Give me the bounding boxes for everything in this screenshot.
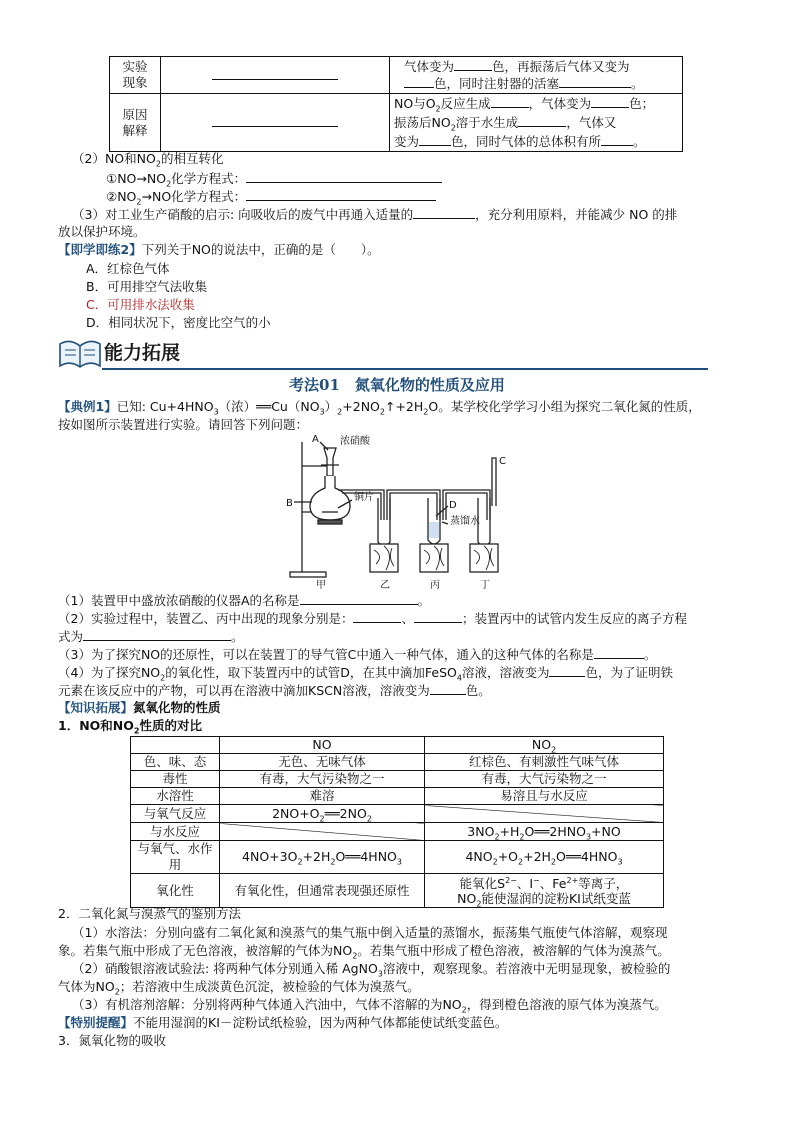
text: →NO化学方程式： [141,189,247,204]
text: 氮氧化物的性质 [133,700,221,715]
label-copper: 铜片 [354,492,374,503]
cell-no2: 易溶且与水反应 [425,788,664,805]
label-text: 现象 [122,75,148,90]
text: O。某学校化学学习小组为探究二氧化氮的性质， [428,399,701,414]
text: 已知: Cu+4HNO [116,399,214,414]
text: ，充分利用原料，并能减少 NO 的排 [475,207,678,222]
label-text: 实验 [122,59,148,74]
label-phenomenon [110,57,161,94]
sub: 2 [114,987,120,997]
cell-text: ，气体变为 [528,96,592,111]
text: 化学方程式： [171,171,247,186]
text: O══4HNO [335,849,397,864]
sec2-p2-line1 [72,961,670,977]
cell-text: NO与O [394,96,436,111]
cell-text: 变为 [394,134,420,149]
text: 色，为了证明铁 [585,665,673,680]
text: 元素在该反应中的产物，可以再在溶液中滴加KSCN溶液，溶液变为 [58,683,430,698]
table-row [131,805,664,823]
text: 不能用湿润的KI－淀粉试纸检验，因为两种气体都能使试纸变蓝色。 [133,1015,508,1030]
sub: 3 [213,407,219,417]
compare-table [130,736,664,908]
text: 、 [401,611,414,626]
sub: 2 [450,123,456,133]
label-c: C [499,456,506,467]
cell-text: 振荡后NO [394,115,451,130]
text: 色。 [465,683,491,698]
cell-no: 有氧化性，但通常表现强还原性 [220,874,425,908]
answer-blank[interactable] [246,170,442,183]
apparatus-diagram [280,432,520,590]
cell-no [220,805,425,823]
sub: 2 [518,857,524,867]
practice-question [58,242,380,258]
explanation-blank-cell [161,94,390,152]
cell-text: ，气体又 [566,115,617,130]
sub: 2 [319,814,325,823]
cell-text: 。 [631,76,644,91]
answer-blank[interactable] [601,133,633,146]
text: 溶液，溶液变为 [461,665,550,680]
knowledge-tag: 【知识拓展】 [58,700,134,715]
text: NO [457,890,477,906]
sub: 2 [379,407,385,417]
cell-text: 。 [633,134,646,149]
label-water: 蒸馏水 [450,516,480,527]
answer-blank[interactable] [549,664,585,677]
explanation-text-cell [390,94,683,152]
stand-base [290,572,326,577]
header-blank [131,737,220,754]
text: （3）为了探究NO的还原性，可以在装置丁的导气管C中通入一种气体，通入的这种气体的名称是 [58,647,594,662]
cell-no2: 红棕色、有刺激性气味气体 [425,754,664,771]
tip-tag: 【特别提醒】 [58,1015,134,1030]
label-yi: 乙 [380,580,390,590]
method-title: 考法01 氮氧化物的性质及应用 [289,376,505,394]
row-label: 水溶性 [131,788,220,805]
question-4 [58,664,673,681]
option-c[interactable]: C．可用排水法收集 [86,297,195,312]
text: +H [499,823,520,839]
sub: 3 [585,832,592,841]
text: （2）NO和NO [72,151,156,166]
text: +2H [523,849,551,864]
answer-blank[interactable] [246,188,436,201]
text: 气体为NO [58,979,115,994]
sub: 2 [550,857,557,867]
section-2-heading [72,151,223,167]
text: 的相互转化 [160,151,224,166]
text: 、I [516,875,534,891]
sub: 2 [155,159,161,169]
cell-text: 气体变为 [404,59,455,74]
cell-no2 [425,823,664,841]
table-row [131,823,664,841]
block-ding [470,544,498,572]
cell-no: 无色、无味气体 [220,754,425,771]
option-d[interactable]: D．相同状况下，密度比空气的小 [86,315,271,330]
label-text: 原因 [122,106,148,122]
answer-blank[interactable] [559,75,631,88]
text: ②NO [106,189,137,204]
label-explanation [110,94,161,152]
sub: 2 [435,104,441,114]
label-jia: 甲 [316,580,326,590]
label-d: D [449,500,457,511]
answer-blank[interactable] [413,206,475,219]
text: （1）装置甲中盛放浓硝酸的仪器A的名称是 [58,593,300,608]
text: 等离子， [578,875,629,891]
text: 。 [417,593,431,608]
answer-blank[interactable] [300,592,418,605]
text: 。若集气瓶中形成了橙色溶液，被溶解的气体为溴蒸气。 [357,943,670,958]
row-label: 与氧气反应 [131,805,220,823]
sup: − [533,875,540,885]
section-3-line-1 [72,206,677,223]
sub: 2 [337,407,343,417]
row-label: 氧化性 [131,874,220,908]
banner-rule [102,368,708,370]
sub: 3 [396,857,402,867]
sub: 2 [136,197,142,207]
special-tip [58,1015,507,1031]
sub: 2 [366,814,372,823]
text: （4）为了探究NO [58,665,161,680]
cell-text: 色，同时气体的总体积有所 [451,134,602,149]
cell-no: 有毒，大气污染物之一 [220,771,425,788]
text: +NO [591,823,621,839]
text: +O [497,849,518,864]
sub: 2 [166,179,172,189]
text: 的氧化性，取下装置丙中的试管D，在其中滴加FeSO [165,665,457,680]
text: 溶液中，观察现象。若溶液中无明显现象，被检验的 [382,961,671,976]
question-3 [58,646,656,663]
text: 式为 [58,629,84,644]
ability-banner [58,336,708,372]
tube-c [492,458,496,506]
label-b: B [286,498,293,509]
text: 1．NO和NO [58,718,134,733]
example-tag: 【典例1】 [58,399,117,414]
cell-no2: 有毒，大气污染物之一 [425,771,664,788]
example-line-1 [58,399,701,415]
question-1 [58,592,430,609]
sub: 2 [352,951,358,961]
label-a: A [312,434,319,445]
sub: 2 [297,857,303,867]
text: （3）对工业生产硝酸的启示: 向吸收后的废气中再通入适量的 [72,207,414,222]
phenomenon-blank-cell [161,57,390,94]
label-acid: 浓硝酸 [340,436,370,447]
cell-no2 [425,841,664,874]
text: 。 [643,647,657,662]
flask-b [310,476,350,520]
text: 、Fe [539,875,567,891]
text: ） [324,399,338,414]
section-3-line-2: 放以保护环境。 [58,224,146,239]
sub: 2 [494,832,500,841]
sub: 2 [476,899,482,908]
sub: 2 [461,1005,467,1015]
sub: 3 [319,407,325,417]
experiment-table [109,56,683,152]
option-b[interactable]: B．可用排空气法收集 [86,279,208,294]
text: 能使湿润的淀粉KI试纸变蓝 [481,890,631,906]
answer-blank[interactable] [594,646,644,659]
answer-blank[interactable] [491,95,529,108]
answer-blank[interactable] [430,682,466,695]
answer-blank[interactable] [353,610,401,623]
row-label: 色、味、态 [131,754,220,771]
text: 能氧化S [459,875,506,891]
text: 象。若集气瓶中形成了无色溶液，被溶解的气体为NO [58,943,353,958]
answer-blank[interactable] [83,628,231,641]
table-row [131,874,664,908]
sub: 2 [160,673,166,683]
sub: 2 [330,857,336,867]
sup: 2+ [566,875,579,885]
row-label: 与水反应 [131,823,220,841]
cell-text: 反应生成 [440,96,491,111]
option-a[interactable]: A．红棕色气体 [86,261,170,276]
sub: 2 [519,832,525,841]
example-line-2: 按如图所示装置进行实验。请回答下列问题： [58,417,309,432]
sup: 2− [505,875,517,885]
text: 2NO+O [272,805,320,821]
text: ══2NO [324,805,367,821]
sub: 2 [133,726,140,736]
label-text: 解释 [122,122,148,138]
text: ①NO→NO [106,171,167,186]
sec2-p1-line2 [58,943,670,959]
cell-no2 [425,874,664,908]
cell-text: 色，再振荡后气体又变为 [492,59,630,74]
cell-no2-slash [425,805,664,823]
block-bing [420,544,448,572]
sub: 4 [456,673,462,683]
cell-text: 色； [629,96,655,111]
cell-no-slash [220,823,425,841]
sub: 3 [617,857,623,867]
text: 性质的对比 [139,718,202,733]
sec2-heading: 2．二氧化氮与溴蒸气的鉴别方法 [58,906,241,921]
text: 3NO [467,823,495,839]
question-4-cont [58,682,491,699]
table-row [131,841,664,874]
cell-text: 溶于水生成 [455,115,519,130]
table-row [131,771,664,788]
answer-blank[interactable] [212,114,338,127]
text: 。 [231,629,244,644]
text: ，得到橙色溶液的原气体为溴蒸气。 [466,997,667,1012]
answer-blank[interactable] [518,114,566,127]
text: （2）硝酸银溶液试验法: 将两种气体分别通入稀 AgNO [72,961,378,976]
sec2-p3 [72,997,667,1013]
text: （2）实验过程中，装置乙、丙中出现的现象分别是： [58,611,354,626]
book-icon [58,336,102,370]
text: +2NO [342,399,380,414]
block-yi [370,544,398,572]
sec3-heading: 3．氮氧化物的吸收 [58,1033,166,1048]
question-2 [58,610,687,627]
conversion-line-1 [106,170,442,187]
question-2-cont [58,628,244,645]
practice-tag: 【即学即练2】 [58,242,142,257]
conversion-line-2 [106,188,436,205]
text: （3）有机溶剂溶解：分别将两种气体通入汽油中，气体不溶解的为NO [72,997,462,1012]
label-bing: 丙 [430,580,440,590]
table-row [131,788,664,805]
text: NO [531,737,552,752]
text: ；装置丙中的试管内发生反应的离子方程 [461,611,687,626]
answer-blank[interactable] [591,95,629,108]
text: +2H [302,849,331,864]
banner-title: 能力拓展 [104,342,181,364]
text: ↑+2H [384,399,424,414]
text: ；若溶液中生成淡黄色沉淀，被检验的气体为溴蒸气。 [119,979,420,994]
table-row [131,754,664,771]
answer-blank[interactable] [212,67,338,80]
cell-text: 色，同时注射器的活塞 [434,76,560,91]
answer-blank[interactable] [404,75,434,88]
knowledge-heading [58,700,221,716]
row-label: 毒性 [131,771,220,788]
sec2-p2-line2 [58,979,420,995]
sub: 2 [492,857,498,867]
text: 4NO+3O [242,849,298,864]
sub: 2 [423,407,429,417]
cell-no: 难溶 [220,788,425,805]
sub: 3 [377,969,383,979]
answer-blank[interactable] [454,58,492,71]
label-ding: 丁 [480,580,490,590]
header-no2 [425,737,664,754]
text: 4NO [465,849,493,864]
sub: 2 [551,745,557,755]
answer-blank[interactable] [419,133,451,146]
header-no: NO [220,737,425,754]
question-text: 下列关于NO的说法中，正确的是（ ）。 [141,242,380,257]
cell-no [220,841,425,874]
text: O══2HNO [524,823,586,839]
text: （浓）══Cu（NO [218,399,320,414]
phenomenon-text-cell [390,57,683,94]
sec2-p1-line1: （1）水溶法：分别向盛有二氧化氮和溴蒸气的集气瓶中倒入适量的蒸馏水，振荡集气瓶使气体溶解，观察现 [72,925,668,940]
funnel-a [324,448,336,476]
row-label: 与氧气、水作用 [131,841,220,874]
answer-blank[interactable] [414,610,462,623]
text: O══4HNO [556,849,618,864]
compare-heading [58,718,202,734]
